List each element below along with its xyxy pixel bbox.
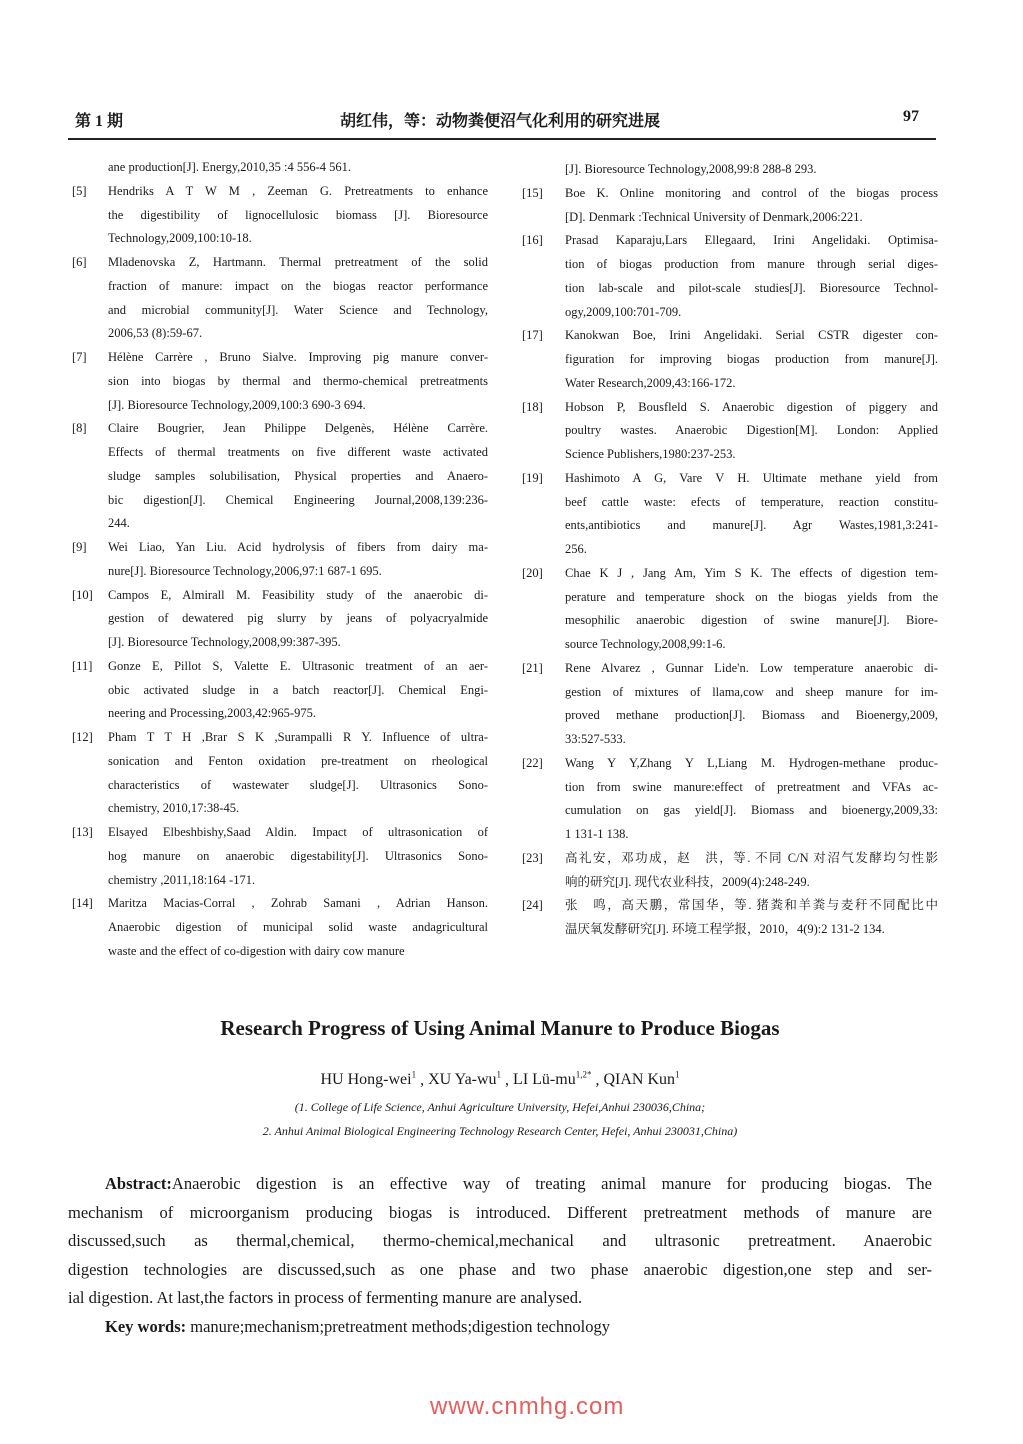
reference-number: [9]	[72, 540, 87, 554]
reference-number: [6]	[72, 255, 87, 269]
abstract-line	[68, 1256, 932, 1285]
reference-line: 244.	[108, 516, 130, 531]
abstract-text: Anaerobic digestion is an effective way of treating animal manure for producing biogas. The	[171, 1174, 932, 1193]
keywords	[105, 1316, 610, 1338]
reference-item	[72, 655, 488, 726]
reference-line: proved methane production[J]. Biomass and Bioenergy,2009,	[565, 708, 938, 723]
reference-number: [15]	[522, 185, 543, 200]
reference-line: perature and temperature shock on the biogas yields from the	[565, 589, 938, 604]
reference-line: Claire Bougrier, Jean Philippe Delgenès, Hélène Carrère.	[108, 421, 488, 436]
abstract-text: digestion technologies are discussed,such as one phase and two phase anaerobic digestion,one step and ser-	[68, 1259, 932, 1279]
reference-item	[72, 180, 488, 251]
abstract-line	[68, 1170, 932, 1199]
reference-line: Wei Liao, Yan Liu. Acid hydrolysis of fibers from dairy ma-	[108, 540, 488, 554]
reference-line: hog manure on anaerobic digestability[J]. Ultrasonics Sono-	[108, 848, 488, 863]
reference-line: 响的研究[J]. 现代农业科技，2009(4):248-249.	[565, 874, 810, 889]
reference-number: [20]	[522, 565, 543, 580]
reference-line: neering and Processing,2003,42:965-975.	[108, 706, 316, 721]
reference-line: gestion of mixtures of llama,cow and sheep manure for im-	[565, 684, 938, 699]
author-affiliation-mark: 1,2*	[575, 1070, 592, 1080]
reference-item	[72, 584, 488, 655]
reference-number: [19]	[522, 470, 543, 485]
reference-number: [22]	[522, 755, 543, 770]
reference-line: ents,antibiotics and manure[J]. Agr Wastes,1981,3:241-	[565, 518, 938, 533]
reference-line: Kanokwan Boe, Irini Angelidaki. Serial CSTR digester con-	[565, 328, 938, 343]
reference-line: beef cattle waste: efects of temperature, reaction constitu-	[565, 494, 938, 509]
reference-line: nure[J]. Bioresource Technology,2006,97:1 687-1 695.	[108, 563, 382, 578]
reference-line: Science Publishers,1980:237-253.	[565, 447, 736, 461]
reference-line: 2006,53 (8):59-67.	[108, 326, 203, 341]
reference-line: [J]. Bioresource Technology,2008,99:8 288-8 293.	[565, 162, 817, 176]
reference-item	[72, 726, 488, 821]
reference-item	[72, 892, 488, 963]
reference-line: waste and the effect of co-digestion with dairy cow manure	[108, 943, 405, 958]
reference-number: [12]	[72, 730, 93, 744]
author	[321, 1071, 417, 1088]
header-rule	[68, 138, 936, 140]
reference-line: 张 鸣，高天鹏，常国华，等. 猪粪和羊粪与麦秆不同配比中	[565, 898, 938, 913]
reference-item	[522, 847, 938, 895]
reference-line: Anaerobic digestion of municipal solid waste andagricultural	[108, 920, 488, 934]
reference-line: chemistry ,2011,18:164 -171.	[108, 872, 256, 887]
reference-item	[72, 346, 488, 417]
reference-item	[72, 536, 488, 584]
abstract-label: Abstract:	[105, 1174, 172, 1193]
reference-item	[72, 156, 488, 180]
reference-line: [J]. Bioresource Technology,2009,100:3 690-3 694.	[108, 397, 366, 412]
reference-line: source Technology,2008,99:1-6.	[565, 637, 726, 651]
reference-line: Prasad Kaparaju,Lars Ellegaard, Irini Angelidaki. Optimisa-	[565, 233, 938, 248]
author	[513, 1071, 591, 1088]
watermark: www.cnmhg.com	[430, 1393, 625, 1420]
reference-line: Boe K. Online monitoring and control of the biogas process	[565, 185, 938, 200]
abstract-text: mechanism of microorganism producing biogas is introduced. Different pretreatment methods of manure are	[68, 1202, 932, 1222]
reference-line: sludge samples solubilisation, Physical properties and Anaero-	[108, 468, 488, 483]
reference-number: [7]	[72, 350, 87, 364]
author	[603, 1071, 679, 1088]
reference-number: [8]	[72, 421, 87, 436]
reference-line: Elsayed Elbeshbishy,Saad Aldin. Impact of ultrasonication of	[108, 825, 488, 839]
author-affiliation-mark: 1	[496, 1070, 502, 1080]
reference-line: Wang Y Y,Zhang Y L,Liang M. Hydrogen-methane produc-	[565, 755, 938, 770]
reference-line: Rene Alvarez , Gunnar Lide'n. Low temperature anaerobic di-	[565, 660, 938, 675]
english-title: Research Progress of Using Animal Manure to Produce Biogas	[220, 1016, 780, 1040]
abstract-line	[68, 1284, 932, 1313]
reference-line: Pham T T H ,Brar S K ,Surampalli R Y. Influence of ultra-	[108, 730, 488, 744]
reference-item	[522, 894, 938, 942]
author-list: HU Hong-wei$^1$ , XU $Ya-wu^1$ , LI $Lü-mu^{1,2*}$ , QIAN Kun$^1$	[320, 1070, 680, 1089]
reference-line: Hélène Carrère , Bruno Sialve. Improving pig manure conver-	[108, 350, 488, 364]
reference-line: characteristics of wastewater sludge[J]. Ultrasonics Sono-	[108, 777, 488, 792]
reference-line: [D]. Denmark :Technical University of Denmark,2006:221.	[565, 209, 863, 224]
reference-line: Water Research,2009,43:166-172.	[565, 375, 736, 390]
reference-item	[72, 417, 488, 536]
reference-line: figuration for improving biogas production from manure[J].	[565, 352, 938, 366]
author-affiliation-mark: 1	[675, 1070, 680, 1080]
reference-line: mesophilic anaerobic digestion of swine manure[J]. Biore-	[565, 613, 938, 628]
reference-line: Effects of thermal treatments on five different waste activated	[108, 445, 488, 459]
reference-item	[522, 158, 938, 182]
reference-line: ogy,2009,100:701-709.	[565, 304, 682, 319]
author	[428, 1071, 501, 1088]
reference-number: [21]	[522, 660, 543, 675]
reference-line: Technology,2009,100:10-18.	[108, 231, 252, 246]
abstract-line	[68, 1199, 932, 1228]
reference-number: [24]	[522, 898, 543, 913]
reference-line: 1 131-1 138.	[565, 827, 629, 841]
reference-number: [18]	[522, 399, 543, 414]
reference-number: [10]	[72, 587, 93, 602]
reference-line: sonication and Fenton oxidation pre-treatment on rheological	[108, 753, 488, 768]
reference-number: [14]	[72, 896, 93, 911]
reference-item	[522, 467, 938, 562]
author-name: HU Hong-wei	[320, 1071, 412, 1089]
reference-line: tion lab-scale and pilot-scale studies[J]. Bioresource Technol-	[565, 280, 938, 295]
references-left-column	[72, 156, 488, 964]
reference-number: [11]	[72, 658, 93, 673]
reference-line: tion of biogas production from manure through serial diges-	[565, 257, 938, 271]
author-name: XU Ya-wu	[428, 1071, 497, 1089]
reference-line: Hendriks A T W M , Zeeman G. Pretreatments to enhance	[108, 183, 488, 198]
reference-line: [J]. Bioresource Technology,2008,99:387-395.	[108, 635, 341, 649]
author-name: QIAN Kun	[603, 1071, 675, 1089]
reference-number: [17]	[522, 328, 543, 343]
reference-line: and microbial community[J]. Water Science and Technology,	[108, 302, 488, 317]
keywords-label: Key words:	[105, 1317, 187, 1336]
reference-item	[522, 182, 938, 230]
reference-item	[522, 657, 938, 752]
reference-line: fraction of manure: impact on the biogas reactor performance	[108, 278, 488, 293]
reference-item	[522, 396, 938, 467]
reference-line: 高礼安，邓功成，赵 洪，等. 不同 C/N 对沼气发酵均匀性影	[565, 850, 938, 865]
reference-item	[522, 752, 938, 847]
reference-line: bic digestion[J]. Chemical Engineering Journal,2008,139:236-	[108, 492, 488, 507]
reference-line: 256.	[565, 542, 587, 556]
reference-number: [13]	[72, 825, 93, 839]
reference-line: chemistry, 2010,17:38-45.	[108, 801, 240, 816]
reference-line: gestion of dewatered pig slurry by jeans of polyacryalmide	[108, 611, 488, 626]
reference-line: 温厌氧发酵研究[J]. 环境工程学报，2010，4(9):2 131-2 134.	[565, 922, 885, 936]
reference-line: ane production[J]. Energy,2010,35 :4 556-4 561.	[108, 160, 352, 174]
reference-item	[72, 251, 488, 346]
reference-number: [23]	[522, 850, 543, 865]
reference-line: tion from swine manure:effect of pretreatment and VFAs ac-	[565, 779, 938, 794]
reference-number: [16]	[522, 233, 543, 248]
references-right-column	[522, 158, 938, 942]
page-number: 97	[903, 108, 919, 125]
reference-line: 33:527-533.	[565, 732, 626, 746]
affiliation-2: 2. Anhui Animal Biological Engineering Technology Research Center, Hefei, Anhui 230031,China)	[262, 1124, 738, 1138]
reference-line: obic activated sludge in a batch reactor[J]. Chemical Engi-	[108, 682, 488, 697]
reference-line: cumulation on gas yield[J]. Biomass and bioenergy,2009,33:	[565, 803, 938, 818]
reference-line: the digestibility of lignocellulosic biomass [J]. Bioresource	[108, 207, 488, 222]
reference-line: Maritza Macias-Corral , Zohrab Samani , Adrian Hanson.	[108, 896, 488, 911]
running-title: 胡红伟，等：动物粪便沼气化利用的研究进展	[340, 113, 661, 130]
reference-line: Mladenovska Z, Hartmann. Thermal pretreatment of the solid	[108, 255, 488, 269]
reference-line: Hobson P, Bousfleld S. Anaerobic digestion of piggery and	[565, 399, 938, 414]
reference-line: sion into biogas by thermal and thermo-chemical pretreatments	[108, 373, 488, 388]
keywords-text: manure;mechanism;pretreatment methods;digestion technology	[190, 1317, 610, 1336]
reference-line: Campos E, Almirall M. Feasibility study of the anaerobic di-	[108, 587, 488, 602]
reference-item	[72, 821, 488, 892]
abstract	[68, 1170, 932, 1313]
reference-line: Gonze E, Pillot S, Valette E. Ultrasonic treatment of an aer-	[108, 658, 488, 673]
reference-item	[522, 229, 938, 324]
reference-line: Chae K J , Jang Am, Yim S K. The effects of digestion tem-	[565, 565, 938, 580]
reference-item	[522, 562, 938, 657]
reference-line: Hashimoto A G, Vare V H. Ultimate methane yield from	[565, 470, 938, 485]
reference-item	[522, 324, 938, 395]
abstract-text: ial digestion. At last,the factors in process of fermenting manure are analysed.	[68, 1288, 583, 1307]
reference-line: poultry wastes. Anaerobic Digestion[M]. London: Applied	[565, 423, 938, 438]
abstract-line	[68, 1227, 932, 1256]
affiliation-1: (1. College of Life Science, Anhui Agriculture University, Hefei,Anhui 230036,China;	[294, 1100, 706, 1114]
author-affiliation-mark: 1	[411, 1070, 417, 1080]
reference-number: [5]	[72, 183, 87, 198]
abstract-text: discussed,such as thermal,chemical, thermo-chemical,mechanical and ultrasonic pretreatment. Anaerobic	[68, 1231, 932, 1250]
issue-label: 第 1 期	[75, 113, 124, 130]
author-name: LI Lü-mu	[513, 1071, 576, 1089]
